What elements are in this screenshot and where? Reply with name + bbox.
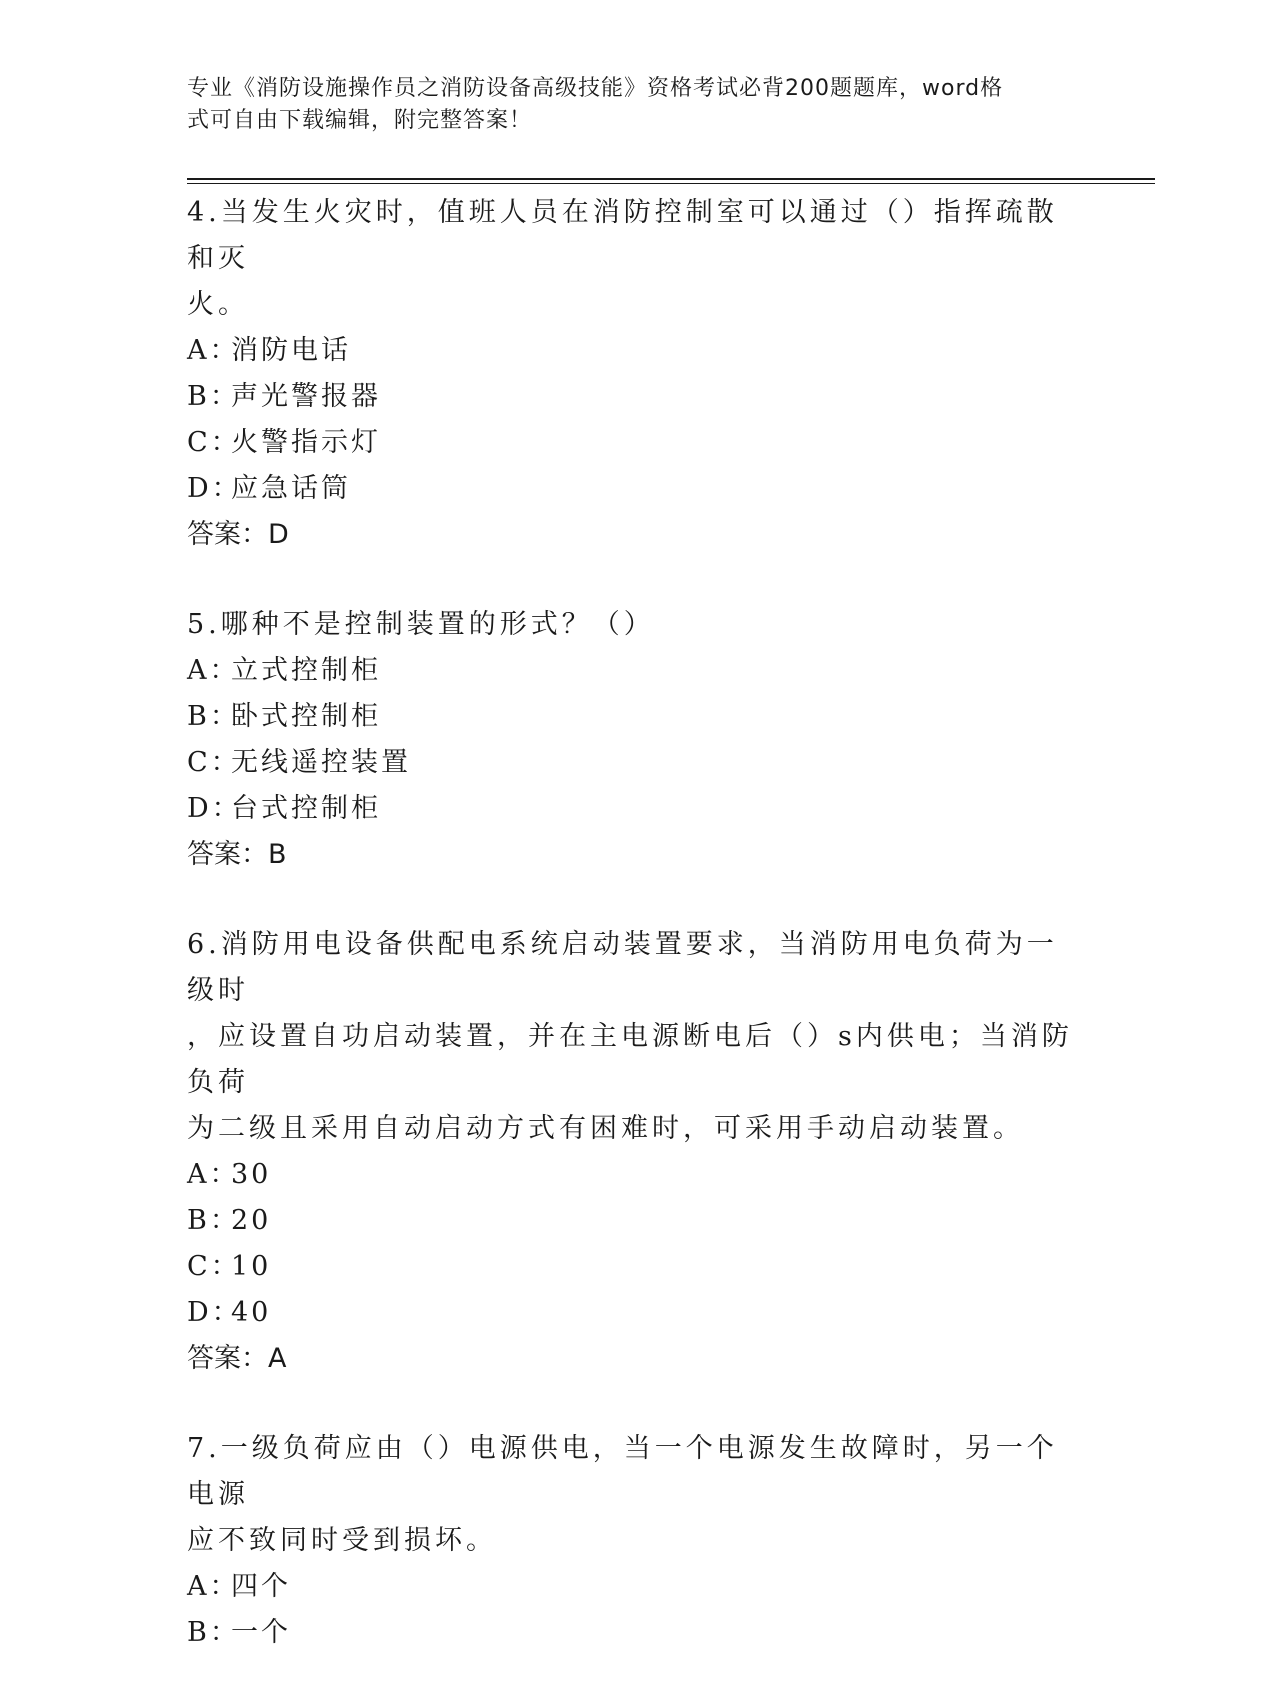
option-a [187,328,1087,374]
option-text: 火警指示灯 [231,427,381,458]
option-key: B： [187,381,240,412]
header-divider-thin [187,183,1155,184]
option-text: 四个 [231,1571,291,1602]
option-b [187,374,1087,420]
option-d [187,1290,1087,1336]
option-c [187,740,1087,786]
option-key: D： [187,473,242,504]
option-key: D： [187,1297,242,1328]
header-divider-thick [187,178,1155,180]
option-text: 一个 [231,1617,291,1648]
question-5 [187,602,1087,878]
answer-line: 答案：B [187,839,287,870]
question-4 [187,190,1087,558]
question-text-line: 火。 [187,289,249,320]
answer-line: 答案：D [187,519,289,550]
option-a [187,1564,1087,1610]
option-text: 应急话筒 [231,473,351,504]
question-text-line: 5.哪种不是控制装置的形式？（） [187,609,655,640]
option-key: A： [187,655,240,686]
option-text: 40 [231,1297,272,1328]
question-text-line: ，应设置自功启动装置，并在主电源断电后（）s内供电；当消防负荷 [187,1021,1073,1098]
question-6 [187,922,1087,1382]
document-header [187,73,1067,137]
question-text-line: 为二级且采用自动启动方式有困难时，可采用手动启动装置。 [187,1113,1024,1144]
question-text-line: 7.一级负荷应由（）电源供电，当一个电源发生故障时，另一个电源 [187,1433,1058,1510]
header-line-1: 专业《消防设施操作员之消防设备高级技能》资格考试必背200题题库，word格 [187,76,1004,101]
option-key: B： [187,701,240,732]
option-text: 20 [231,1205,272,1236]
option-b [187,1198,1087,1244]
option-text: 声光警报器 [231,381,381,412]
option-key: C： [187,1251,241,1282]
option-key: B： [187,1617,240,1648]
option-c [187,420,1087,466]
option-a [187,1152,1087,1198]
option-d [187,786,1087,832]
option-d [187,466,1087,512]
header-line-2: 式可自由下载编辑，附完整答案！ [187,108,533,133]
option-a [187,648,1087,694]
option-text: 无线遥控装置 [231,747,411,778]
option-c [187,1244,1087,1290]
option-text: 10 [231,1251,272,1282]
option-key: A： [187,335,240,366]
question-7 [187,1426,1087,1656]
option-b [187,694,1087,740]
option-text: 30 [231,1159,272,1190]
option-key: D： [187,793,242,824]
option-key: C： [187,427,241,458]
answer-line: 答案：A [187,1343,287,1374]
option-text: 消防电话 [231,335,351,366]
option-key: A： [187,1159,240,1190]
option-b [187,1610,1087,1656]
question-list [187,190,1087,1700]
option-text: 立式控制柜 [231,655,381,686]
option-key: C： [187,747,241,778]
option-key: B： [187,1205,240,1236]
question-text-line: 4.当发生火灾时，值班人员在消防控制室可以通过（）指挥疏散和灭 [187,197,1058,274]
option-text: 卧式控制柜 [231,701,381,732]
option-key: A： [187,1571,240,1602]
question-text-line: 应不致同时受到损坏。 [187,1525,497,1556]
question-text-line: 6.消防用电设备供配电系统启动装置要求，当消防用电负荷为一级时 [187,929,1058,1006]
option-text: 台式控制柜 [231,793,381,824]
